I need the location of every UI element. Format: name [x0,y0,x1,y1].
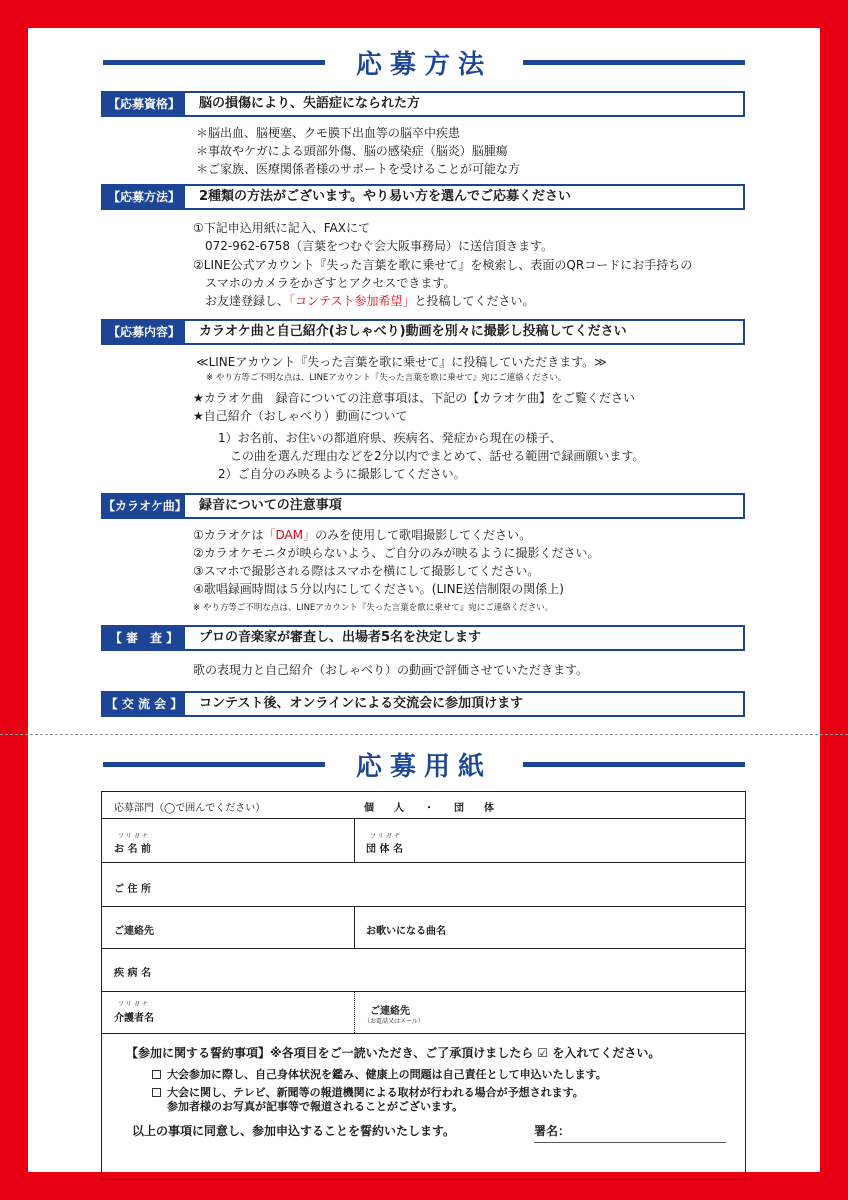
karaoke-line-1 [193,527,531,544]
header-rule-left [103,762,325,767]
group-name-label: 団 体 名 [366,844,403,855]
form-divider-dotted [354,991,355,1033]
eligibility-note-1: ＊脳出血、脳梗塞、クモ膜下出血等の脳卒中疾患 [196,126,461,140]
dam-keyword: 「DAM」 [263,528,316,542]
method-line-4: スマホのカメラをかざすとアクセスできます。 [193,276,456,290]
exchange-row [101,691,745,717]
form-divider [354,818,355,862]
song-label: お歌いになる曲名 [366,926,446,937]
content-line-1: ≪LINEアカウント『失った言葉を歌に乗せて』に投稿していただきます。≫ [196,355,607,369]
apply-method-header [28,42,820,82]
disease-label: 疾 病 名 [114,968,151,979]
form-rule [102,948,745,949]
content-tag: 【応募内容】 [103,321,185,343]
eligibility-text: 脳の損傷により、失語症になられた方 [199,96,421,111]
content-star-2: ★自己紹介（おしゃべり）動画について [193,409,408,423]
signature-label: 署名： [534,1124,571,1138]
header-rule-right [523,60,745,65]
method-line-5 [193,293,535,310]
karaoke-line-1-pre: ①カラオケは [193,528,264,542]
method-line-5-post: と投稿してください。 [414,294,535,308]
content-text: カラオケ曲と自己紹介(おしゃべり)動画を別々に撮影し投稿してください [199,324,627,339]
group-furigana: フリガナ [370,833,402,840]
header-rule-right [523,762,745,767]
form-rule [102,991,745,992]
agree-statement: 以上の事項に同意し、参加申込することを誓約いたします。 [132,1124,456,1138]
karaoke-line-1-post: のみを使用して歌唱撮影してください。 [315,528,532,542]
form-rule [102,906,745,907]
karaoke-row [101,493,745,519]
pledge-title [126,1044,660,1061]
karaoke-text: 録音についての注意事項 [199,498,342,513]
method-line-2: 072-962-6758（言葉をつむぐ会大阪事務局）に送信頂きます。 [193,239,554,253]
method-text: 2種類の方法がございます。やり易い方を選んでご応募ください [199,189,572,204]
exchange-text: コンテスト後、オンラインによる交流会に参加頂けます [199,696,524,711]
eligibility-tag: 【応募資格】 [103,93,185,115]
checkmark-icon: ☑ [537,1046,549,1060]
method-line-1: ①下記申込用紙に記入、FAXにて [193,221,370,235]
pledge-1-checkbox[interactable] [152,1070,161,1079]
cut-line [0,734,848,735]
pledge-title-end: を入れてください。 [552,1046,661,1060]
signature-line[interactable] [534,1142,726,1143]
caregiver-label: 介護者名 [114,1013,154,1024]
apply-method-title: 応募方法 [355,50,492,80]
form-divider [354,906,355,948]
contact-label: ご連絡先 [114,926,154,937]
method-tag: 【応募方法】 [103,186,185,208]
pledge-1-text: 大会参加に際し、自己身体状況を鑑み、健康上の問題は自己責任として申込いたします。 [167,1068,607,1081]
content-star-1: ★カラオケ曲 録音についての注意事項は、下記の【カラオケ曲】をご覧ください [193,391,636,405]
review-line: 歌の表現力と自己紹介（おしゃべり）の動画で評価させていただきます。 [193,663,589,677]
pledge-2-text: 大会に関し、テレビ、新聞等の報道機関による取材が行われる場合が予想されます。 [167,1086,584,1099]
pledge-2-continued: 参加者様のお写真が記事等で報道されることがございます。 [167,1100,464,1113]
review-tag: 【 審 査 】 [103,627,185,649]
contest-keyword: 「コンテスト参加希望」 [289,294,415,308]
name-label: お 名 前 [114,844,151,855]
form-header [28,744,820,784]
caregiver-contact-label: ご連絡先 [370,1006,410,1017]
review-text: プロの音楽家が審査し、出場者5名を決定します [199,630,482,645]
content-item-1a: 1）お名前、お住いの都道府県、疾病名、発症から現在の様子、 [218,431,562,445]
pledge-2-checkbox[interactable] [152,1088,161,1097]
exchange-tag: 【 交 流 会 】 [103,693,185,715]
eligibility-note-2: ＊事故やケガによる頭部外傷、脳の感染症（脳炎）脳腫瘍 [196,144,508,158]
content-note: ※ やり方等ご不明な点は、LINEアカウント『失った言葉を歌に乗せて』宛にご連絡ください。 [206,373,567,383]
name-furigana: フリガナ [118,833,150,840]
pledge-item-1 [152,1066,607,1083]
eligibility-note-3: ＊ご家族、医療関係者様のサポートを受けることが可能な方 [196,162,521,176]
eligibility-row [101,91,745,117]
form-title: 応募用紙 [355,752,492,782]
karaoke-note: ※ やり方等ご不明な点は、LINEアカウント『失った言葉を歌に乗せて』宛にご連絡ください。 [193,603,554,613]
form-rule [102,862,745,863]
content-row [101,319,745,345]
caregiver-contact-note: （お電話又はメール） [364,1018,424,1025]
form-rule [102,1033,745,1034]
flyer-page [28,28,820,1172]
karaoke-line-3: ③スマホで撮影される際はスマホを横にして撮影してください。 [193,564,540,578]
caregiver-furigana: フリガナ [118,1001,150,1008]
application-form [101,791,746,1180]
header-rule-left [103,60,325,65]
karaoke-line-4: ④歌唱録画時間は５分以内にしてください。(LINE送信制限の関係上) [193,582,564,596]
method-line-3: ②LINE公式アカウント『失った言葉を歌に乗せて』を検索し、表面のQRコードにお手持ちの [193,258,693,272]
content-item-1b: この曲を選んだ理由などを2分以内でまとめて、話せる範囲で録画願います。 [218,449,645,463]
address-label: ご 住 所 [114,884,151,895]
division-label: 応募部門（◯で囲んでください） [114,803,266,814]
karaoke-line-2: ②カラオケモニタが映らないよう、ご自分のみが映るように撮影ください。 [193,546,600,560]
review-row [101,625,745,651]
form-rule [102,818,745,819]
division-options[interactable]: 個 人 ・ 団 体 [364,803,494,814]
method-line-5-pre: お友達登録し、 [193,294,290,308]
karaoke-tag: 【カラオケ曲】 [103,495,185,517]
pledge-title-text: 【参加に関する誓約事項】※各項目をご一読いただき、ご了承頂けましたら [126,1046,534,1060]
method-row [101,184,745,210]
content-item-2: 2）ご自分のみ映るように撮影してください。 [218,467,466,481]
